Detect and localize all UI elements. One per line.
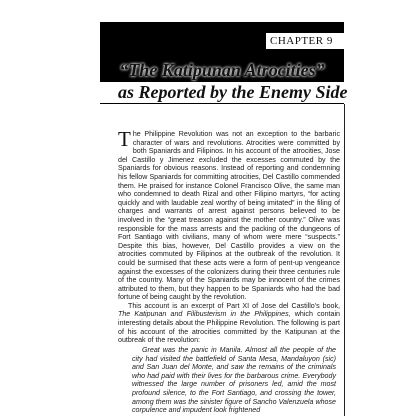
- paragraph-2-end: , which contain interesting details about the Philippine Revolution. The following is part of his account of the atrocities committed by the Katipunan at the outbreak of the revolution:: [118, 310, 340, 345]
- book-title: The Katipunan and Filibusterism in the Philippines: [118, 310, 289, 319]
- chapter-label: CHAPTER 9: [266, 33, 348, 49]
- quote-text: Great was the panic in Manila. Almost all the people of the city had visited the battlefield of Santa Mesa, Mandaluyon (sic) and San Juan del Monte, and saw the remains of the criminals who had paid with their lives for the barbarous crime. Everybody witnessed the large number of prisoners led, amid the most profound silence, to the Fort Santiago, and crossing the tower, among them was the sinister figure of Sancho Valenzuela whose corpulence and impudent look frightened: [132, 346, 336, 415]
- paragraph-1-text: he Philippine Revolution was not an exception to the barbaric character of wars and revolutions. Atrocities were committed by both Spaniards and Filipinos. In his account of the atrocities, Jose del Castillo y Jimenez excluded the excesses commuted by the Spaniards for obvious reasons. Instead of reporting and condemning his fellow Spaniards for committing atrocities, Del Castillo commended them. He praised for instance Colonel Francisco Olive, the same man who condemned to death Rizal and other Filipino martyrs, “for acting quickly and with laudable zeal worthy of being imitated” in the filing of charges and warrants of arrest against persons believed to be involved in the “great treason against the mother country.” Olive was responsible for the mass arrests and the packing of the dungeons of Fort Santiago with civilians, many of whom were mere “suspects.” Despite this bias, however, Del Castillo provides a view on the atrocities commuted by Filipinos at the outbreak of the revolution. It could be surmised that these acts were a form of pent-up vengeance against the excesses of the colonizers during their three centuries rule of the country. Many of the Spaniards may be innocent of the crimes attributed to them, but they happen to be Spaniards who had the bad fortune of being caught by the revolution.: [118, 130, 340, 302]
- block-quote: [132, 346, 336, 415]
- chapter-title: [100, 60, 348, 116]
- paragraph-2-start: This account is an excerpt of Part XI of Jose del Castillo's book,: [128, 301, 340, 310]
- chapter-title-line-1: “The Katipunan Atrocities”: [119, 60, 325, 80]
- chapter-title-line-2: as Reported by the Enemy Side: [100, 82, 344, 103]
- paragraph-1: [118, 127, 340, 302]
- paragraph-2: [118, 302, 340, 345]
- body-text: [118, 127, 340, 345]
- vertical-rule: [344, 104, 345, 416]
- drop-cap: T: [118, 127, 131, 151]
